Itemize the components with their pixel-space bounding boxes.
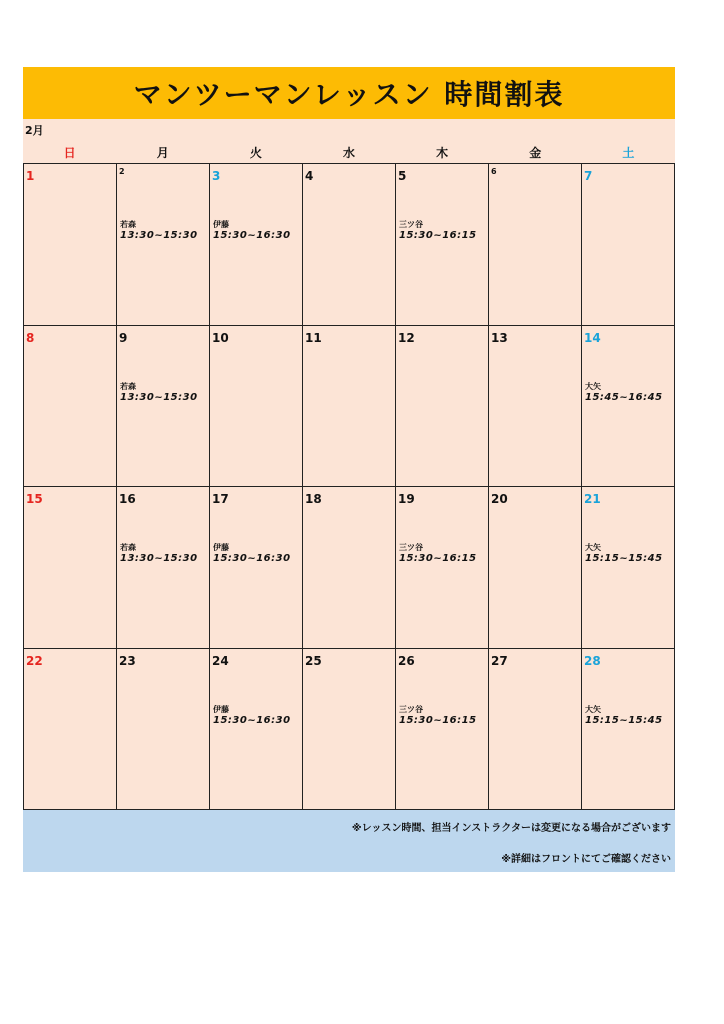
calendar-day-cell xyxy=(582,487,675,649)
weekday-wednesday: 水 xyxy=(342,145,355,160)
lesson-entry xyxy=(399,219,477,241)
day-number: 27 xyxy=(491,653,508,668)
calendar-day-cell xyxy=(24,164,117,326)
day-number: 11 xyxy=(305,330,322,345)
instructor-name: 若森 xyxy=(120,543,136,552)
weekday-friday: 金 xyxy=(529,145,542,160)
instructor-name: 伊藤 xyxy=(213,704,229,714)
calendar-day-cell xyxy=(489,487,582,649)
calendar-day-cell xyxy=(582,164,675,326)
calendar-day-cell xyxy=(210,649,303,811)
instructor-name: 伊藤 xyxy=(213,543,229,552)
calendar-day-cell xyxy=(303,487,396,649)
note-details-at-front: ※詳細はフロントにてご確認ください xyxy=(501,854,671,865)
day-number: 15 xyxy=(26,492,43,506)
day-number: 19 xyxy=(398,492,415,506)
calendar-day-cell xyxy=(210,164,303,326)
instructor-name: 大矢 xyxy=(585,381,601,391)
weekday-saturday: 土 xyxy=(622,145,635,160)
calendar-day-cell xyxy=(210,326,303,488)
lesson-entry xyxy=(120,219,198,241)
calendar-day-cell xyxy=(582,649,675,811)
lesson-time: 15:30~16:30 xyxy=(213,714,291,726)
calendar-day-cell xyxy=(210,487,303,649)
calendar-day-cell xyxy=(117,649,210,811)
day-number: 23 xyxy=(119,653,136,668)
day-number: 8 xyxy=(26,330,35,345)
instructor-name: 三ツ谷 xyxy=(399,704,423,714)
lesson-time: 13:30~15:30 xyxy=(120,553,198,564)
calendar-day-cell xyxy=(117,326,210,488)
instructor-name: 大矢 xyxy=(585,543,601,552)
lesson-time: 13:30~15:30 xyxy=(120,230,198,241)
calendar-day-cell xyxy=(396,487,489,649)
month-label: 2月 xyxy=(25,124,44,137)
day-number: 10 xyxy=(212,330,229,345)
month-label-row xyxy=(23,119,675,141)
calendar-grid xyxy=(23,164,675,810)
day-number: 6 xyxy=(491,167,497,176)
calendar-day-cell xyxy=(489,649,582,811)
lesson-entry xyxy=(213,542,291,564)
lesson-time: 15:30~16:15 xyxy=(399,553,477,564)
calendar-day-cell xyxy=(396,326,489,488)
calendar-day-cell xyxy=(303,649,396,811)
calendar-day-cell xyxy=(396,164,489,326)
lesson-time: 15:15~15:45 xyxy=(585,553,663,564)
page-title: マンツーマンレッスン 時間割表 xyxy=(23,67,675,119)
lesson-time: 15:30~16:15 xyxy=(399,230,477,241)
lesson-entry xyxy=(120,381,198,403)
day-number: 4 xyxy=(305,169,314,183)
calendar-day-cell xyxy=(303,164,396,326)
day-number: 13 xyxy=(491,330,508,345)
lesson-entry xyxy=(585,704,663,726)
lesson-entry xyxy=(213,219,291,241)
calendar-day-cell xyxy=(24,326,117,488)
weekday-thursday: 木 xyxy=(436,145,449,160)
day-number: 14 xyxy=(584,330,601,345)
calendar-day-cell xyxy=(24,649,117,811)
weekday-tuesday: 火 xyxy=(249,145,262,160)
lesson-entry xyxy=(120,542,198,564)
note-schedule-change: ※レッスン時間、担当インストラクターは変更になる場合がございます xyxy=(351,823,671,834)
weekday-header xyxy=(23,141,675,164)
lesson-entry xyxy=(585,381,663,403)
day-number: 24 xyxy=(212,653,229,668)
lesson-time: 13:30~15:30 xyxy=(120,391,198,403)
calendar-day-cell xyxy=(303,326,396,488)
calendar-day-cell xyxy=(489,164,582,326)
calendar-day-cell xyxy=(396,649,489,811)
day-number: 17 xyxy=(212,492,229,506)
lesson-entry xyxy=(399,542,477,564)
lesson-time: 15:30~16:30 xyxy=(213,553,291,564)
day-number: 7 xyxy=(584,169,593,183)
day-number: 1 xyxy=(26,169,35,183)
day-number: 21 xyxy=(584,492,601,506)
schedule-sheet xyxy=(23,67,675,872)
day-number: 3 xyxy=(212,169,221,183)
weekday-monday: 月 xyxy=(156,145,169,160)
day-number: 2 xyxy=(119,167,125,176)
instructor-name: 若森 xyxy=(120,381,136,391)
calendar-day-cell xyxy=(489,326,582,488)
lesson-time: 15:30~16:15 xyxy=(399,714,477,726)
calendar-day-cell xyxy=(24,487,117,649)
instructor-name: 大矢 xyxy=(585,704,601,714)
instructor-name: 伊藤 xyxy=(213,220,229,229)
lesson-time: 15:15~15:45 xyxy=(585,714,663,726)
lesson-time: 15:45~16:45 xyxy=(585,391,663,403)
lesson-entry xyxy=(213,704,291,726)
instructor-name: 三ツ谷 xyxy=(399,220,423,229)
day-number: 12 xyxy=(398,330,415,345)
calendar-day-cell xyxy=(582,326,675,488)
day-number: 22 xyxy=(26,653,43,668)
day-number: 25 xyxy=(305,653,322,668)
weekday-sunday: 日 xyxy=(63,145,76,160)
day-number: 16 xyxy=(119,492,136,506)
day-number: 28 xyxy=(584,653,601,668)
lesson-entry xyxy=(585,542,663,564)
instructor-name: 若森 xyxy=(120,220,136,229)
instructor-name: 三ツ谷 xyxy=(399,543,423,552)
day-number: 9 xyxy=(119,330,128,345)
day-number: 26 xyxy=(398,653,415,668)
lesson-entry xyxy=(399,704,477,726)
lesson-time: 15:30~16:30 xyxy=(213,230,291,241)
calendar-day-cell xyxy=(117,164,210,326)
calendar-day-cell xyxy=(117,487,210,649)
day-number: 5 xyxy=(398,169,407,183)
day-number: 18 xyxy=(305,492,322,506)
day-number: 20 xyxy=(491,492,508,506)
notes-box xyxy=(23,810,675,872)
